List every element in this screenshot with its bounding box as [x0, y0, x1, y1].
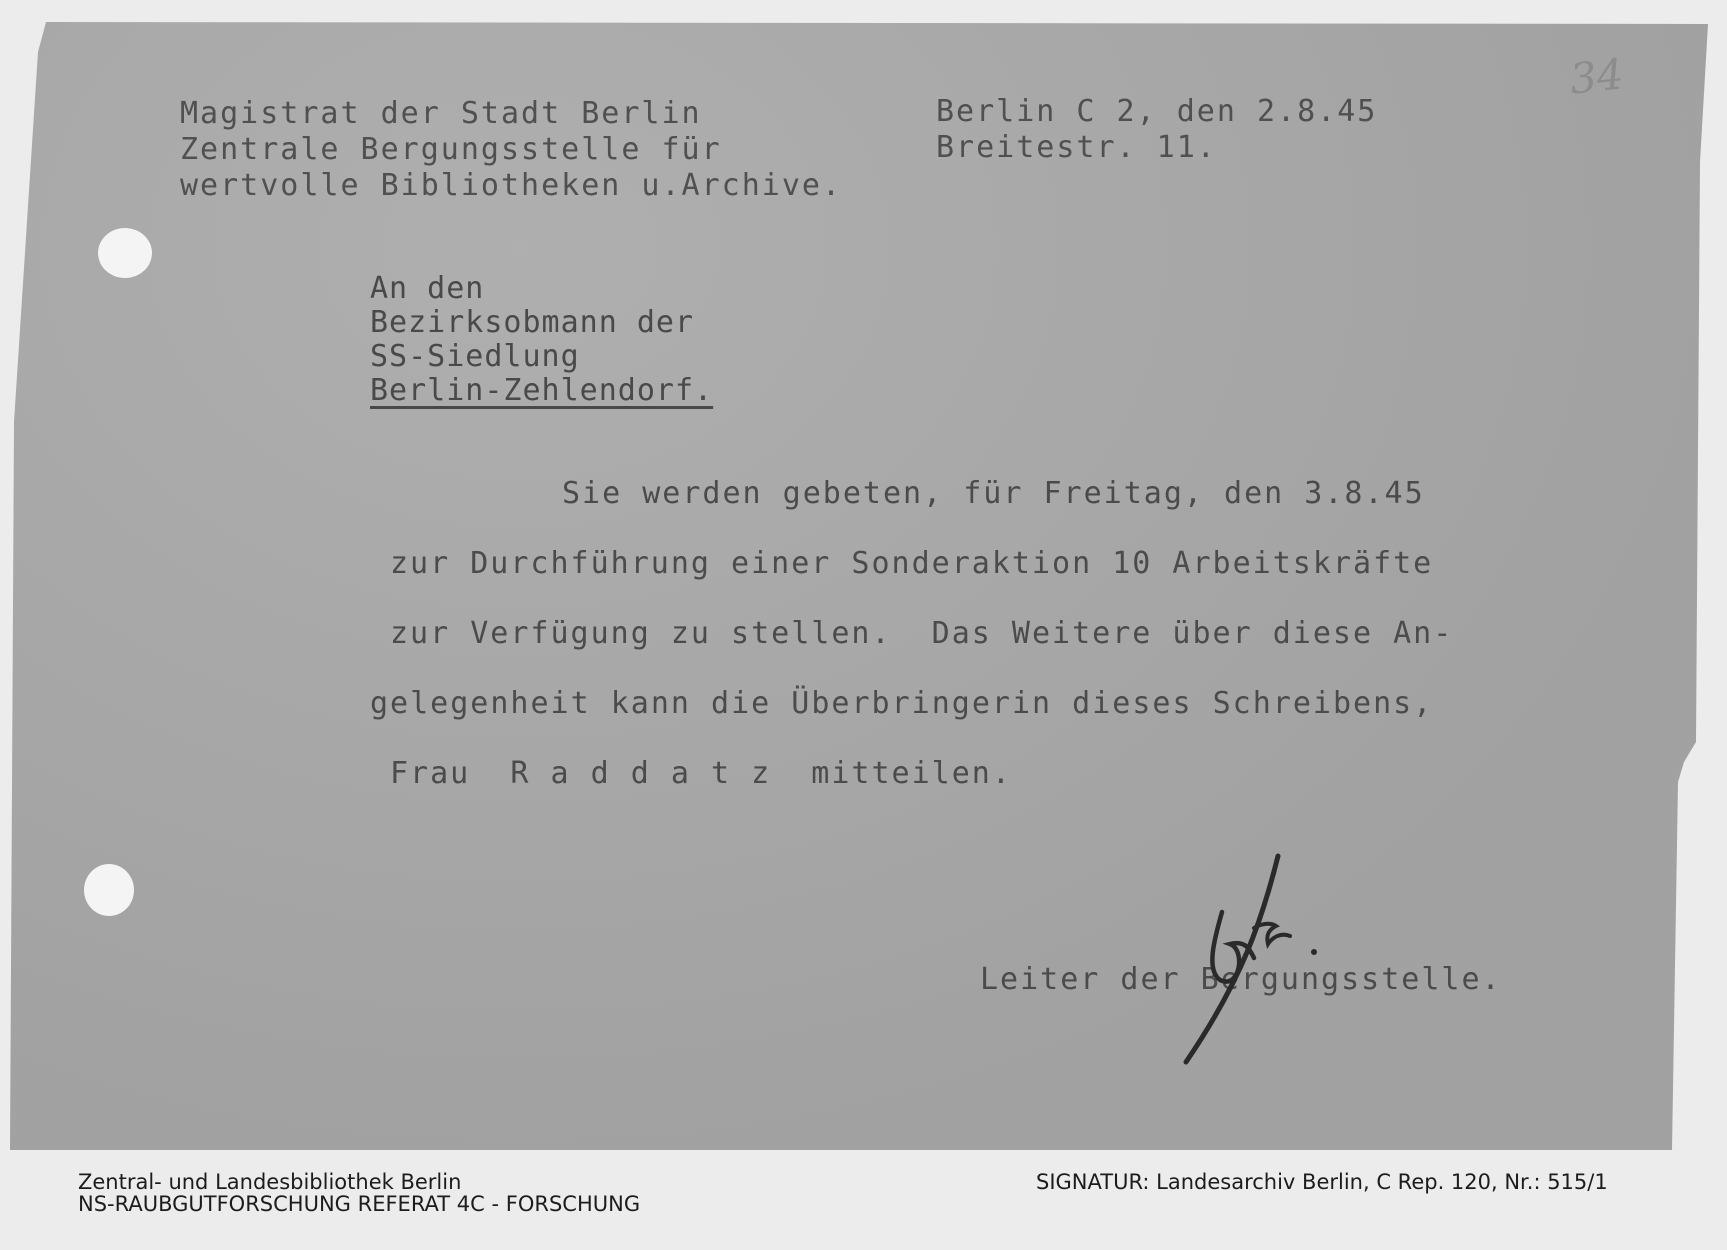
- punch-hole-top: [98, 228, 152, 278]
- body-line-2: zur Durchführung einer Sonderaktion 10 Arbeitskräfte: [390, 546, 1434, 581]
- sender-line-1: Magistrat der Stadt Berlin: [180, 96, 702, 131]
- footer-institution: Zentral- und Landesbibliothek Berlin: [78, 1170, 462, 1194]
- sender-line-2: Zentrale Bergungsstelle für: [180, 132, 722, 167]
- recipient-line-3: SS-Siedlung: [370, 339, 580, 374]
- recipient-line-2: Bezirksobmann der: [370, 305, 695, 340]
- recipient-city-underlined: Berlin-Zehlendorf.: [370, 373, 714, 408]
- body-line-3: zur Verfügung zu stellen. Das Weitere über diese An-: [390, 616, 1454, 651]
- sender-line-3: wertvolle Bibliotheken u.Archive.: [180, 168, 843, 203]
- recipient-line-1: An den: [370, 271, 485, 306]
- footer-department: NS-RAUBGUTFORSCHUNG REFERAT 4C - FORSCHUNG: [78, 1192, 641, 1216]
- closing-line: Leiter der Bergungsstelle.: [980, 962, 1502, 997]
- place-date-line-2: Breitestr. 11.: [936, 130, 1217, 165]
- body-line-4: gelegenheit kann die Überbringerin dieses Schreibens,: [370, 686, 1434, 721]
- body-line-1: Sie werden gebeten, für Freitag, den 3.8.45: [562, 476, 1425, 511]
- place-date-line-1: Berlin C 2, den 2.8.45: [936, 94, 1378, 129]
- body-line-5: Frau R a d d a t z mitteilen.: [390, 756, 1012, 791]
- recipient-line-4: [370, 374, 713, 408]
- punch-hole-bottom: [84, 864, 134, 916]
- footer-signature-reference: SIGNATUR: Landesarchiv Berlin, C Rep. 120, Nr.: 515/1: [1036, 1170, 1608, 1194]
- handwritten-signature: [1150, 840, 1330, 1080]
- page-number-mark: 34: [1567, 49, 1626, 104]
